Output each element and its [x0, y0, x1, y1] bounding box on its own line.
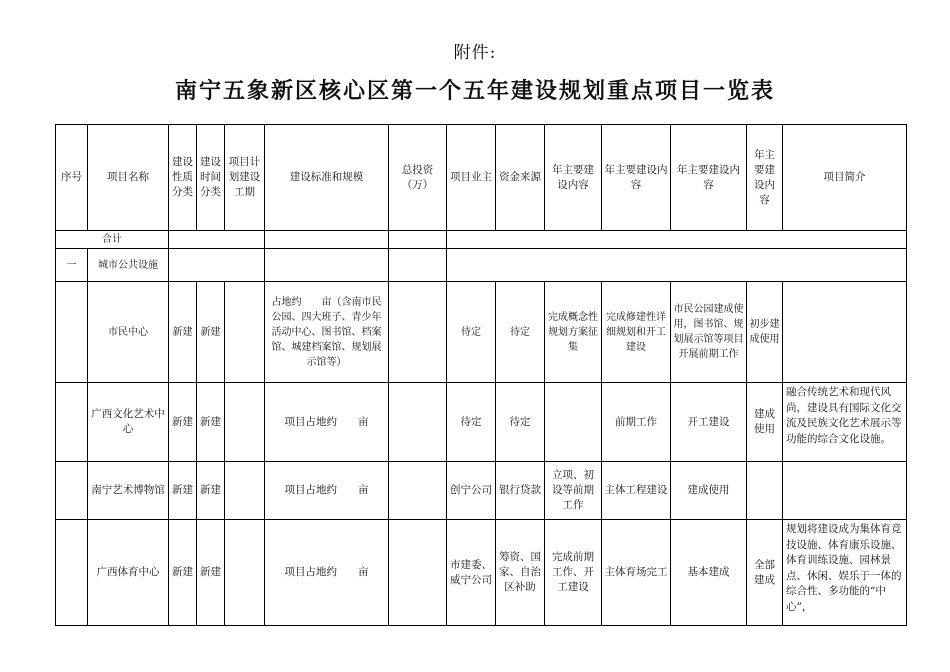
category-label: 城市公共设施 [88, 249, 169, 282]
time-cell: 新建 [197, 462, 225, 520]
year1-cell: 完成概念性规划方案征集 [545, 282, 602, 383]
column-header: 年主要建设内容 [602, 125, 671, 231]
nature-cell: 新建 [169, 282, 197, 383]
column-header: 项目业主 [447, 125, 496, 231]
intro-cell [783, 282, 907, 383]
investment-cell [389, 282, 447, 383]
funding-cell: 待定 [496, 383, 545, 462]
owner-cell: 待定 [447, 282, 496, 383]
owner-cell: 市建委、威宁公司 [447, 520, 496, 626]
year3-cell: 建成使用 [671, 462, 747, 520]
time-cell: 新建 [197, 520, 225, 626]
investment-cell [389, 462, 447, 520]
category-row [56, 249, 907, 282]
standard-cell: 项目占地约 亩 [265, 520, 389, 626]
funding-cell: 待定 [496, 282, 545, 383]
period-cell [225, 462, 265, 520]
year1-cell: 完成前期工作、开工建设 [545, 520, 602, 626]
row-index [56, 462, 88, 520]
column-header: 建设标准和规模 [265, 125, 389, 231]
year4-cell: 建成使用 [747, 383, 783, 462]
total-label: 合计 [56, 231, 169, 249]
owner-cell: 创宁公司 [447, 462, 496, 520]
column-header: 年主要建设内容 [747, 125, 783, 231]
project-name: 市民中心 [88, 282, 169, 383]
column-header: 年主要建设内容 [545, 125, 602, 231]
year4-cell: 全部建成 [747, 520, 783, 626]
row-index [56, 383, 88, 462]
year1-cell: 立项、初设等前期工作 [545, 462, 602, 520]
standard-cell: 项目占地约 亩 [265, 462, 389, 520]
investment-cell [389, 383, 447, 462]
row-index [56, 520, 88, 626]
table-row [56, 282, 907, 383]
project-name: 广西体育中心 [88, 520, 169, 626]
column-header: 资金来源 [496, 125, 545, 231]
period-cell [225, 383, 265, 462]
table-row [56, 462, 907, 520]
column-header: 建设时间分类 [197, 125, 225, 231]
table-row [56, 383, 907, 462]
project-name: 广西文化艺术中心 [88, 383, 169, 462]
period-cell [225, 282, 265, 383]
page-title: 南宁五象新区核心区第一个五年建设规划重点项目一览表 [174, 79, 775, 104]
project-table [55, 124, 907, 626]
year2-cell: 前期工作 [602, 383, 671, 462]
year4-cell: 初步建成使用 [747, 282, 783, 383]
year3-cell: 市民公园建成使用，图书馆、规划展示馆等项目开展前期工作 [671, 282, 747, 383]
year2-cell: 完成修建性详细规划和开工建设 [602, 282, 671, 383]
owner-cell: 待定 [447, 383, 496, 462]
total-row [56, 231, 907, 249]
nature-cell: 新建 [169, 520, 197, 626]
attachment-label: 附件: [453, 43, 497, 63]
column-header: 总投资（万） [389, 125, 447, 231]
category-index: 一 [56, 249, 88, 282]
project-name: 南宁艺术博物馆 [88, 462, 169, 520]
year2-cell: 主体工程建设 [602, 462, 671, 520]
funding-cell: 筹资、国家、自治区补助 [496, 520, 545, 626]
column-header: 年主要建设内容 [671, 125, 747, 231]
year4-cell [747, 462, 783, 520]
year2-cell: 主体育场完工 [602, 520, 671, 626]
year3-cell: 基本建成 [671, 520, 747, 626]
standard-cell: 项目占地约 亩 [265, 383, 389, 462]
column-header: 项目名称 [88, 125, 169, 231]
year1-cell [545, 383, 602, 462]
column-header: 项目计划建设工期 [225, 125, 265, 231]
intro-cell: 融合传统艺术和现代风尚，建设具有国际文化交流及民族文化艺术展示等功能的综合文化设施。 [783, 383, 907, 462]
table-row [56, 520, 907, 626]
nature-cell: 新建 [169, 462, 197, 520]
row-index [56, 282, 88, 383]
funding-cell: 银行贷款 [496, 462, 545, 520]
intro-cell: 规划将建设成为集体育竞技设施、体育康乐设施、体育训练设施、园林景点、休闲、娱乐于一体的综合性、多功能的“中心”， [783, 520, 907, 626]
time-cell: 新建 [197, 282, 225, 383]
column-header: 项目简介 [783, 125, 907, 231]
table-header-row [56, 125, 907, 231]
column-header: 建设性质分类 [169, 125, 197, 231]
intro-cell [783, 462, 907, 520]
period-cell [225, 520, 265, 626]
nature-cell: 新建 [169, 383, 197, 462]
standard-cell: 占地约 亩（含南市民公园、四大班子、青少年活动中心、图书馆、档案馆、城建档案馆、规划展示馆等） [265, 282, 389, 383]
year3-cell: 开工建设 [671, 383, 747, 462]
investment-cell [389, 520, 447, 626]
column-header: 序号 [56, 125, 88, 231]
time-cell: 新建 [197, 383, 225, 462]
